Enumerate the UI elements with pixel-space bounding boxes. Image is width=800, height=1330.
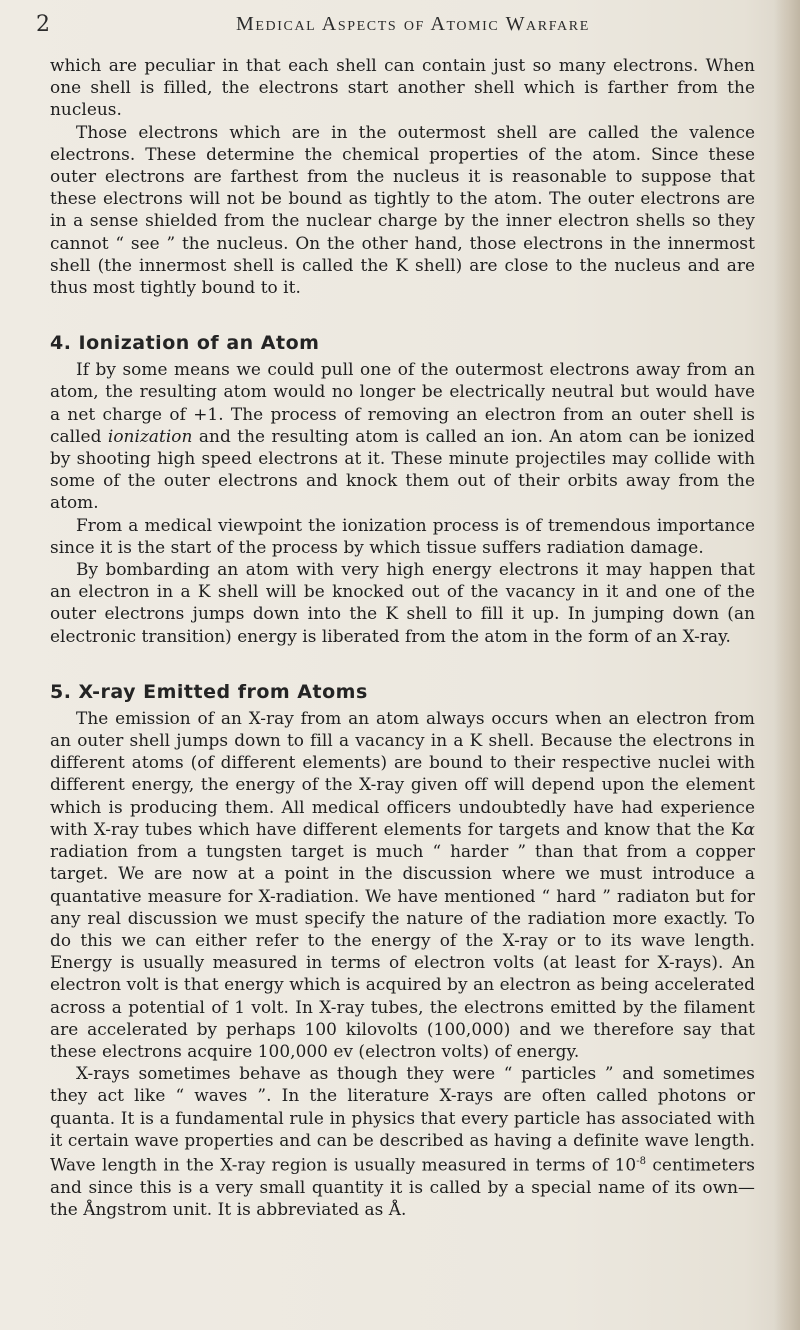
paragraph-medical-viewpoint: From a medical viewpoint the ionization process is of tremendous importance since it is the start of the process by which tissue suffers radiation damage. <box>50 514 755 557</box>
italic-term-ionization: ionization <box>107 425 193 446</box>
body-text <box>50 54 755 1220</box>
paragraph-valence-electrons: Those electrons which are in the outermost shell are called the valence electrons. These determine the chemical properties of the atom. Since these outer electrons are farthest from the nucleus it is reasonable to suppose that these electrons will not be bound as tightly to the atom. The outer electrons are in a sense shielded from the nuclear charge by the inner electron shells so they cannot “ see ” the nucleus. On the other hand, those electrons in the innermost shell (the innermost shell is called the K shell) are close to the nucleus and are thus most tightly bound to it. <box>50 121 755 298</box>
alpha-symbol: α <box>743 818 755 839</box>
page-number: 2 <box>36 12 50 37</box>
paragraph-ionization-definition <box>50 358 755 513</box>
text-run: and the resulting atom is called an ion. An atom can be ionized by shooting high speed electrons at it. These minute projectiles may collide with some of the outer electrons and knock them out of their orbits away from the atom. <box>50 425 755 513</box>
page-edge-shadow <box>774 0 800 1330</box>
paragraph-continuation: which are peculiar in that each shell can contain just so many electrons. When one shell is filled, the electrons start another shell which is farther from the nucleus. <box>50 55 755 120</box>
text-run: centimeters and since this is a very small quantity it is called by a special name of its own—the Ångstrom unit. It is abbreviated as Å. <box>50 1154 756 1219</box>
section-heading-ionization: 4. Ionization of an Atom <box>50 332 320 355</box>
text-run: radiation from a tungsten target is much “ harder ” than that from a copper target. We are now at a point in the discussion where we must introduce a quantative measure for X-radiation. We have mentioned “ hard ” radiaton but for any real discussion we must specify the nature of the radiation more exactly. To do this we can either refer to the energy of the X-ray or to its wave length. Energy is usually measured in terms of electron volts (at least for X-rays). An electron volt is that energy which is acquired by an electron as being accelerated across a potential of 1 volt. In X-ray tubes, the electrons emitted by the filament are accelerated by perhaps 100 kilovolts (100,000) and we therefore say that these electrons acquire 100,000 ev (electron volts) of energy. <box>50 841 755 1061</box>
paragraph-particles-waves <box>50 1062 755 1220</box>
exponent: -8 <box>636 1155 647 1167</box>
text-run: X-rays sometimes behave as though they were “ particles ” and sometimes they act like “ waves ”. In the literature X-rays are often called photons or quanta. It is a fundamental rule in physics that every particle has associated with it certain wave properties and can be described as having a definite wave length. Wave length in the X-ray region is usually measured in terms of 10 <box>50 1063 755 1175</box>
text-run: The emission of an X-ray from an atom always occurs when an electron from an outer shell jumps down to fill a vacancy in a K shell. Because the electrons in different atoms (of different elements) are bound to their respective nuclei with different energy, the energy of the X-ray given off will depend upon the element which is producing them. All medical officers undoubtedly have had experience with X-ray tubes which have different elements for targets and know that the K <box>50 707 755 839</box>
text-run: If by some means we could pull one of the outermost electrons away from an atom, the resulting atom would no longer be electrically neutral but would have a net charge of +1. The process of removing an electron from an outer shell is called <box>50 359 755 446</box>
section-heading-xray-emitted: 5. X-ray Emitted from Atoms <box>50 680 368 703</box>
paragraph-xray-emission <box>50 707 755 1062</box>
page-header <box>36 12 736 46</box>
paragraph-bombarding: By bombarding an atom with very high energy electrons it may happen that an electron in a K shell will be knocked out of the vacancy in it and one of the outer electrons jumps down into the K shell to fill it up. In jumping down (an electronic transition) energy is liberated from the atom in the form of an X-ray. <box>50 559 755 646</box>
running-title: Medical Aspects of Atomic Warfare <box>236 13 590 35</box>
